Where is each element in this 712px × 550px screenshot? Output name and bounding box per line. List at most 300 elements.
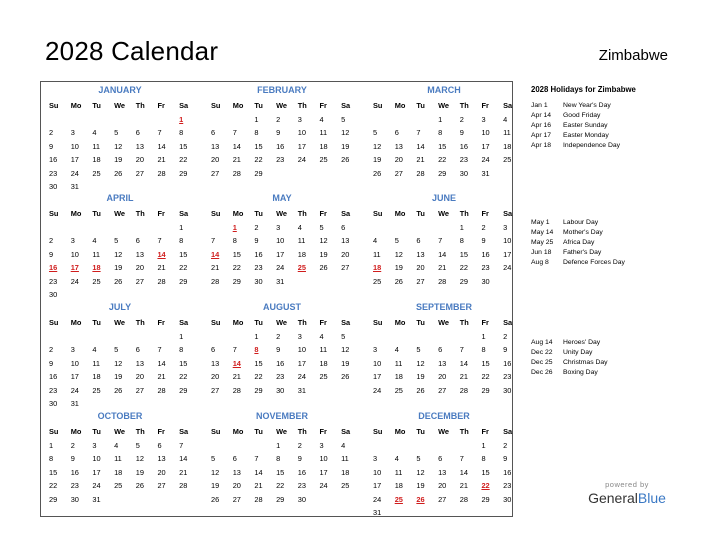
calendar-date: 23	[276, 155, 285, 164]
weekday-header: Su	[373, 318, 383, 327]
weekday-header: We	[438, 427, 450, 436]
calendar-date: 7	[157, 128, 162, 137]
calendar-date: 17	[373, 481, 382, 490]
empty-cell	[152, 330, 174, 344]
month-november	[206, 410, 358, 506]
calendar-date: 24	[70, 276, 79, 286]
calendar-date: 6	[135, 236, 140, 245]
calendar-date: 22	[49, 481, 58, 490]
calendar-date: 30	[503, 494, 512, 504]
calendar-date: 25	[319, 372, 328, 381]
calendar-date: 6	[211, 128, 216, 137]
calendar-date: 12	[394, 249, 403, 259]
holiday-item-date: Apr 18	[531, 142, 552, 149]
calendar-date: 14	[179, 454, 188, 463]
calendar-date: 19	[341, 141, 350, 151]
calendar-date: 21	[157, 263, 166, 272]
holiday-item-name: New Year's Day	[563, 102, 611, 109]
empty-cell	[228, 113, 250, 127]
calendar-date: 8	[481, 454, 486, 463]
calendar-date: 28	[157, 385, 166, 395]
calendar-date: 13	[211, 358, 220, 368]
calendar-date: 18	[114, 467, 123, 477]
weekday-header: Sa	[503, 209, 513, 218]
calendar-date: 18	[297, 249, 306, 259]
calendar-date: 18	[92, 155, 101, 164]
calendar-date: 15	[254, 358, 263, 368]
calendar-date: 27	[211, 168, 220, 178]
holiday-item-date: Dec 22	[531, 349, 553, 356]
weekday-header: Mo	[232, 101, 244, 110]
calendar-date: 1	[481, 440, 486, 450]
holiday-item-date: May 1	[531, 219, 550, 226]
calendar-date: 12	[416, 358, 425, 368]
calendar-date: 28	[416, 168, 425, 178]
calendar-date: 31	[297, 385, 306, 395]
calendar-date: 5	[416, 454, 421, 463]
holiday-item-date: Dec 25	[531, 359, 553, 366]
calendar-date: 8	[49, 454, 54, 463]
calendar-date: 9	[70, 454, 75, 463]
calendar-date: 22	[276, 481, 285, 490]
calendar-date: 11	[319, 128, 328, 137]
calendar-date: 18	[319, 358, 328, 368]
calendar-date: 1	[254, 114, 259, 124]
calendar-date: 13	[438, 358, 447, 368]
empty-cell	[131, 113, 153, 127]
holiday-item	[531, 358, 701, 368]
calendar-date: 13	[157, 454, 166, 463]
calendar-date: 17	[373, 372, 382, 381]
weekday-header: Th	[297, 427, 307, 436]
calendar-date: 4	[503, 114, 508, 124]
calendar-date: 27	[416, 276, 425, 286]
calendar-date: 20	[135, 155, 144, 164]
weekday-header: Mo	[394, 318, 406, 327]
month-name: APRIL	[106, 193, 134, 203]
calendar-date: 15	[438, 141, 447, 151]
holiday-date: 14	[157, 249, 166, 259]
calendar-date: 4	[319, 114, 324, 124]
month-august	[206, 301, 358, 397]
holiday-item-name: Defence Forces Day	[563, 259, 625, 266]
calendar-date: 23	[49, 168, 58, 178]
calendar-date: 27	[135, 276, 144, 286]
calendar-date: 29	[179, 168, 188, 178]
calendar-date: 13	[135, 141, 144, 151]
calendar-date: 29	[49, 494, 58, 504]
calendar-date: 26	[341, 372, 350, 381]
calendar-date: 30	[254, 276, 263, 286]
calendar-date: 6	[211, 345, 216, 354]
calendar-date: 26	[114, 385, 123, 395]
calendar-date: 15	[232, 249, 241, 259]
calendar-date: 2	[503, 440, 508, 450]
calendar-date: 12	[319, 236, 328, 245]
weekday-header: We	[438, 101, 450, 110]
holiday-date: 18	[92, 263, 101, 272]
calendar-date: 12	[114, 249, 123, 259]
holiday-item-date: Aug 8	[531, 259, 549, 266]
holiday-item-name: Mother's Day	[563, 229, 603, 236]
calendar-date: 30	[297, 494, 306, 504]
calendar-date: 28	[211, 276, 220, 286]
weekday-header: Su	[373, 209, 383, 218]
empty-cell	[368, 221, 390, 235]
calendar-date: 19	[135, 467, 144, 477]
empty-cell	[368, 113, 390, 127]
month-name: OCTOBER	[97, 411, 143, 421]
holiday-item-date: Dec 26	[531, 369, 553, 376]
calendar-date: 18	[394, 372, 403, 381]
holidays-header: 2028 Holidays for Zimbabwe	[531, 85, 636, 94]
calendar-date: 15	[481, 358, 490, 368]
calendar-date: 24	[276, 263, 285, 272]
holiday-list	[531, 218, 701, 268]
calendar-date: 29	[254, 385, 263, 395]
weekday-header: Tu	[416, 101, 425, 110]
month-april	[44, 192, 196, 302]
weekday-header: Th	[459, 101, 469, 110]
calendar-date: 30	[70, 494, 79, 504]
calendar-date: 30	[503, 385, 512, 395]
calendar-date: 23	[459, 155, 468, 164]
calendar-date: 24	[70, 385, 79, 395]
calendar-date: 1	[49, 440, 54, 450]
calendar-date: 27	[135, 168, 144, 178]
calendar-date: 4	[92, 345, 97, 354]
calendar-date: 23	[503, 372, 512, 381]
calendar-date: 3	[297, 114, 302, 124]
holiday-date: 18	[373, 263, 382, 272]
holiday-item-name: Africa Day	[563, 239, 595, 246]
calendar-date: 16	[481, 249, 490, 259]
empty-cell	[131, 221, 153, 235]
weekday-header: We	[114, 209, 126, 218]
calendar-date: 16	[459, 141, 468, 151]
calendar-date: 10	[70, 141, 79, 151]
calendar-date: 16	[254, 249, 263, 259]
empty-cell	[455, 330, 477, 344]
weekday-header: We	[276, 209, 288, 218]
weekday-header: Th	[135, 318, 145, 327]
calendar-date: 19	[416, 372, 425, 381]
weekday-header: Th	[297, 209, 307, 218]
calendar-date: 7	[232, 128, 237, 137]
weekday-header: Th	[459, 427, 469, 436]
calendar-date: 9	[481, 236, 486, 245]
calendar-date: 15	[481, 467, 490, 477]
calendar-date: 26	[319, 263, 328, 272]
empty-cell	[390, 113, 412, 127]
calendar-date: 1	[481, 331, 486, 341]
calendar-date: 22	[481, 372, 490, 381]
holiday-list	[531, 338, 701, 378]
holiday-item	[531, 228, 701, 238]
weekday-header: We	[114, 101, 126, 110]
calendar-date: 13	[211, 141, 220, 151]
calendar-date: 27	[394, 168, 403, 178]
holiday-date: 14	[211, 249, 220, 259]
calendar-date: 11	[92, 141, 101, 151]
calendar-date: 9	[49, 141, 54, 151]
calendar-date: 14	[157, 358, 166, 368]
calendar-date: 8	[438, 128, 443, 137]
holiday-list	[531, 101, 701, 151]
calendar-date: 22	[254, 155, 263, 164]
calendar-date: 25	[341, 481, 350, 490]
calendar-date: 14	[254, 467, 263, 477]
calendar-date: 28	[459, 494, 468, 504]
page-title: 2028 Calendar	[45, 36, 219, 66]
calendar-date: 8	[254, 128, 259, 137]
calendar-date: 16	[503, 467, 512, 477]
holiday-date: 22	[481, 481, 490, 490]
calendar-date: 11	[503, 128, 511, 137]
brand-logo[interactable]	[584, 480, 670, 506]
calendar-date: 23	[49, 385, 58, 395]
holiday-item	[531, 238, 701, 248]
weekday-header: Fr	[319, 427, 327, 436]
calendar-date: 20	[394, 155, 403, 164]
calendar-date: 7	[179, 440, 184, 450]
weekday-header: Su	[373, 101, 383, 110]
calendar-date: 29	[179, 276, 188, 286]
empty-cell	[206, 221, 228, 235]
weekday-header: Su	[49, 101, 59, 110]
empty-cell	[131, 330, 153, 344]
calendar-date: 7	[416, 128, 421, 137]
calendar-date: 3	[373, 454, 378, 463]
calendar-date: 8	[481, 345, 486, 354]
holiday-item-date: May 25	[531, 239, 554, 246]
weekday-header: Mo	[70, 209, 82, 218]
calendar-date: 24	[373, 494, 382, 504]
weekday-header: Su	[211, 101, 221, 110]
calendar-date: 5	[341, 114, 346, 124]
calendar-date: 28	[232, 385, 241, 395]
month-march	[368, 84, 520, 180]
calendar-date: 31	[276, 276, 285, 286]
calendar-date: 15	[179, 358, 188, 368]
calendar-date: 15	[254, 141, 263, 151]
weekday-header: Th	[135, 209, 145, 218]
calendar-date: 10	[373, 358, 382, 368]
calendar-date: 29	[459, 276, 468, 286]
calendar-date: 7	[157, 236, 162, 245]
calendar-date: 22	[232, 263, 241, 272]
calendar-date: 25	[394, 385, 403, 395]
calendar-date: 1	[179, 222, 184, 232]
calendar-date: 20	[135, 372, 144, 381]
brand-general: General	[588, 490, 638, 506]
holiday-item-name: Easter Monday	[563, 132, 609, 139]
calendar-date: 20	[211, 155, 220, 164]
calendar-date: 18	[341, 467, 350, 477]
calendar-date: 4	[394, 345, 399, 354]
calendar-date: 25	[92, 276, 101, 286]
empty-cell	[109, 221, 131, 235]
calendar-date: 19	[114, 263, 123, 272]
holiday-date: 25	[297, 263, 306, 272]
weekday-header: Su	[373, 427, 383, 436]
calendar-date: 19	[114, 372, 123, 381]
country-name: Zimbabwe	[598, 47, 668, 64]
calendar-date: 18	[319, 141, 328, 151]
calendar-date: 2	[297, 440, 302, 450]
calendar-date: 18	[92, 372, 101, 381]
calendar-date: 25	[114, 481, 123, 490]
holiday-date: 1	[232, 222, 237, 232]
calendar-date: 16	[297, 467, 306, 477]
calendar-date: 5	[114, 345, 119, 354]
empty-cell	[44, 330, 66, 344]
calendar-date: 8	[232, 236, 237, 245]
calendar-date: 7	[459, 345, 464, 354]
calendar-date: 6	[135, 345, 140, 354]
holiday-item	[531, 101, 701, 111]
calendar-date: 9	[276, 128, 281, 137]
calendar-date: 21	[416, 155, 425, 164]
empty-cell	[390, 439, 412, 453]
weekday-header: Sa	[179, 427, 189, 436]
calendar-date: 3	[92, 440, 97, 450]
calendar-date: 11	[394, 467, 403, 477]
calendar-date: 25	[373, 276, 382, 286]
calendar-date: 23	[276, 372, 285, 381]
holiday-item	[531, 338, 701, 348]
empty-cell	[66, 330, 88, 344]
calendar-date: 2	[503, 331, 508, 341]
calendar-date: 13	[438, 467, 447, 477]
calendar-date: 23	[254, 263, 263, 272]
calendar-date: 13	[416, 249, 425, 259]
calendar-date: 16	[276, 358, 285, 368]
calendar-date: 6	[135, 128, 140, 137]
calendar-date: 16	[276, 141, 285, 151]
weekday-header: Tu	[416, 427, 425, 436]
holiday-item-name: Labour Day	[563, 219, 599, 226]
calendar-date: 7	[459, 454, 464, 463]
calendar-date: 6	[157, 440, 162, 450]
calendar-date: 28	[179, 481, 188, 490]
calendar-date: 6	[232, 454, 237, 463]
calendar-date: 27	[157, 481, 166, 490]
weekday-header: Su	[49, 209, 59, 218]
calendar-date: 10	[297, 345, 306, 354]
calendar-date: 13	[135, 358, 144, 368]
calendar-date: 1	[438, 114, 443, 124]
empty-cell	[87, 221, 109, 235]
calendar-date: 3	[276, 222, 281, 232]
holiday-item	[531, 131, 701, 141]
calendar-date: 16	[503, 358, 512, 368]
calendar-date: 5	[319, 222, 324, 232]
calendar-date: 10	[373, 467, 382, 477]
weekday-header: Sa	[341, 427, 351, 436]
calendar-date: 17	[70, 372, 79, 381]
calendar-date: 17	[70, 155, 79, 164]
calendar-date: 11	[341, 454, 349, 463]
calendar-date: 12	[416, 467, 425, 477]
calendar-date: 21	[459, 372, 468, 381]
weekday-header: Fr	[319, 101, 327, 110]
calendar-date: 4	[92, 236, 97, 245]
calendar-date: 8	[459, 236, 464, 245]
holiday-date: 16	[49, 263, 58, 272]
weekday-header: Fr	[157, 101, 165, 110]
calendar-date: 4	[394, 454, 399, 463]
calendar-date: 12	[341, 128, 350, 137]
weekday-header: Mo	[232, 209, 244, 218]
calendar-date: 4	[319, 331, 324, 341]
calendar-date: 27	[341, 263, 350, 272]
weekday-header: Th	[297, 318, 307, 327]
calendar-date: 10	[297, 128, 306, 137]
calendar-date: 13	[232, 467, 241, 477]
calendar-date: 1	[179, 331, 184, 341]
calendar-date: 24	[297, 155, 306, 164]
calendar-date: 10	[481, 128, 490, 137]
calendar-date: 4	[373, 236, 378, 245]
holiday-date: 14	[232, 358, 241, 368]
weekday-header: Th	[297, 101, 307, 110]
calendar-date: 18	[394, 481, 403, 490]
calendar-date: 7	[157, 345, 162, 354]
weekday-header: We	[438, 318, 450, 327]
calendar-date: 20	[135, 263, 144, 272]
calendar-date: 9	[459, 128, 464, 137]
calendar-date: 31	[481, 168, 490, 178]
empty-cell	[109, 330, 131, 344]
holiday-item-date: Jan 1	[531, 102, 548, 109]
calendar-date: 6	[438, 345, 443, 354]
calendar-date: 18	[503, 141, 512, 151]
holiday-date: 8	[254, 345, 259, 354]
weekday-header: Su	[211, 209, 221, 218]
calendar-date: 8	[179, 236, 184, 245]
calendar-date: 27	[438, 494, 447, 504]
calendar-date: 10	[70, 249, 79, 259]
month-name: DECEMBER	[418, 411, 470, 421]
weekday-header: Su	[49, 318, 59, 327]
holiday-item-date: Apr 16	[531, 122, 552, 129]
calendar-date: 3	[373, 345, 378, 354]
calendar-date: 11	[297, 236, 306, 245]
calendar-date: 9	[503, 345, 508, 354]
weekday-header: Mo	[394, 101, 406, 110]
holiday-item	[531, 258, 701, 268]
calendar-date: 9	[297, 454, 302, 463]
calendar-date: 14	[459, 358, 468, 368]
weekday-header: Tu	[92, 101, 101, 110]
calendar-date: 3	[297, 331, 302, 341]
calendar-date: 7	[211, 236, 216, 245]
calendar-date: 14	[459, 467, 468, 477]
calendar-date: 5	[341, 331, 346, 341]
calendar-date: 23	[297, 481, 306, 490]
calendar-date: 24	[92, 481, 101, 490]
calendar-date: 21	[254, 481, 263, 490]
empty-cell	[152, 221, 174, 235]
calendar-date: 15	[49, 467, 58, 477]
empty-cell	[87, 330, 109, 344]
calendar-date: 26	[416, 385, 425, 395]
calendar-date: 11	[114, 454, 122, 463]
weekday-header: Tu	[416, 318, 425, 327]
calendar-date: 21	[157, 155, 166, 164]
weekday-header: Tu	[254, 101, 263, 110]
